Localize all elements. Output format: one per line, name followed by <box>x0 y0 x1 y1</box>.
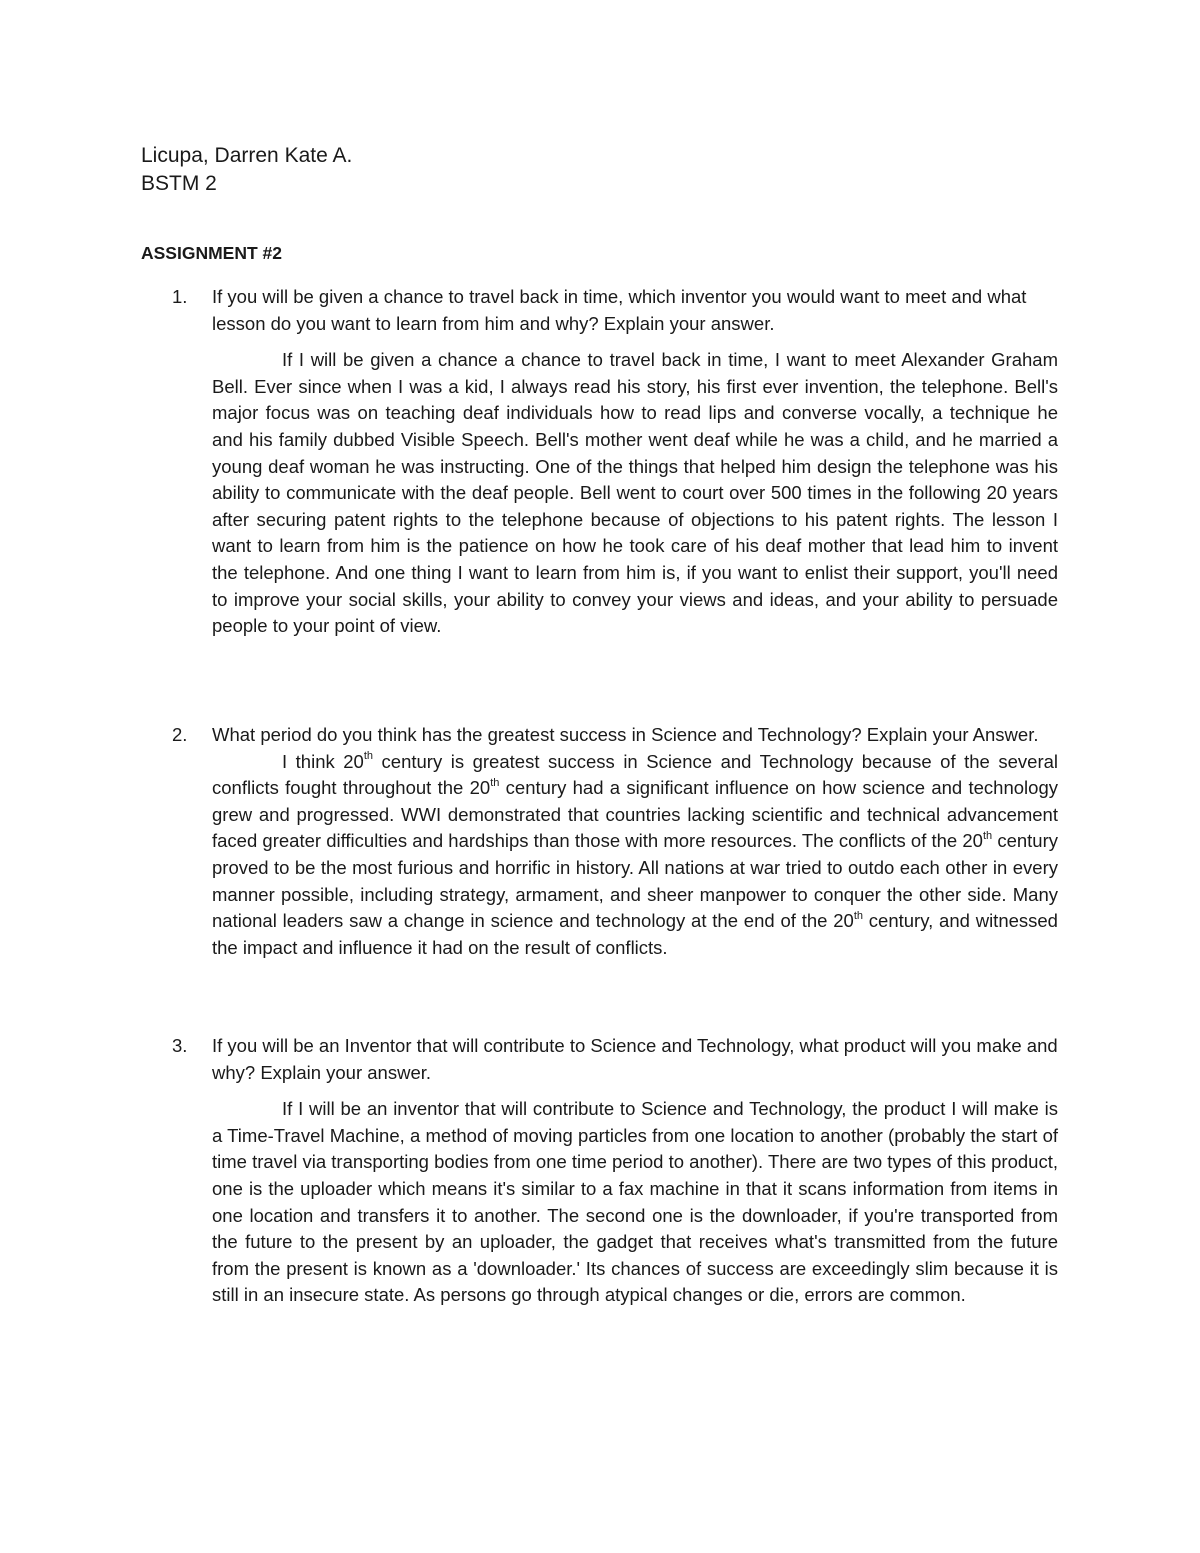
ordinal-suffix: th <box>853 910 863 922</box>
question-block-3 <box>172 1033 1058 1309</box>
answer-segment: century proved to be the most furious and horrific in history. All nations at war tried to outdo each other in every manner possible, including strategy, armament, and sheer manpower to conquer the other side. Many national leaders saw a change in science and technology at the end of the 20 <box>212 830 1059 932</box>
student-name: Licupa, Darren Kate A. <box>141 144 353 167</box>
answer-segment: I think 20 <box>282 750 364 772</box>
answer-segment: century is greatest success in Science and Technology because of the several conflicts fought throughout the 20 <box>212 750 1059 799</box>
question-block-2 <box>172 722 1058 961</box>
question-number: 1. <box>172 286 188 307</box>
course-label: BSTM 2 <box>141 172 217 195</box>
question-text: If you will be an Inventor that will contribute to Science and Technology, what product will you make and why? Explain your answer. <box>212 1035 1058 1083</box>
question-text: If you will be given a chance to travel back in time, which inventor you would want to meet and what lesson do you want to learn from him and why? Explain your answer. <box>212 286 1027 334</box>
ordinal-suffix: th <box>490 777 500 790</box>
answer-text: If I will be an inventor that will contribute to Science and Technology, the product I will make is a Time-Travel Machine, a method of moving particles from one location to another (probably the start of time travel via transporting bodies from one time period to another). There are two types of this product, one is the uploader which means it's similar to a fax machine in that it scans information from items in one location and transfers it to another. The second one is the downloader, if you're transported from the future to the present by an uploader, the gadget that receives what's transmitted from the future from the present is known as a 'downloader.' Its chances of success are exceedingly slim because it is still in an insecure state. As persons go through atypical changes or die, errors are common. <box>212 1098 1058 1306</box>
answer-text: If I will be given a chance a chance to travel back in time, I want to meet Alexander Graham Bell. Ever since when I was a kid, I always read his story, his first ever invention, the telephone. Bell's major focus was on teaching deaf individuals how to read lips and converse vocally, a technique he and his family dubbed Visible Speech. Bell's mother went deaf while he was a child, and he married a young deaf woman he was instructing. One of the things that helped him design the telephone was his ability to communicate with the deaf people. Bell went to court over 500 times in the following 20 years after securing patent rights to the telephone because of objections to his patent rights. The lesson I want to learn from him is the patience on how he took care of his deaf mother that lead him to invent the telephone. And one thing I want to learn from him is, if you want to enlist their support, you'll need to improve your social skills, your ability to convey your views and ideas, and your ability to persuade people to your point of view. <box>212 349 1058 637</box>
answer-segment: century, and witnessed the impact and influence it had on the result of conflicts. <box>212 910 1058 958</box>
answer-text <box>212 749 1058 962</box>
question-number: 2. <box>172 724 188 745</box>
ordinal-suffix: th <box>363 750 374 763</box>
question-block-1 <box>172 284 1058 640</box>
ordinal-suffix: th <box>982 830 993 843</box>
assignment-title: ASSIGNMENT #2 <box>141 243 282 263</box>
answer-segment: century had a significant influence on how science and technology grew and progressed. WWI demonstrated that countries lacking scientific and technical advancement faced greater difficulties and hardships than those with more resources. The conflicts of the 20 <box>212 777 1058 852</box>
question-text: What period do you think has the greatest success in Science and Technology? Explain your Answer. <box>212 724 1039 745</box>
question-number: 3. <box>172 1035 188 1056</box>
